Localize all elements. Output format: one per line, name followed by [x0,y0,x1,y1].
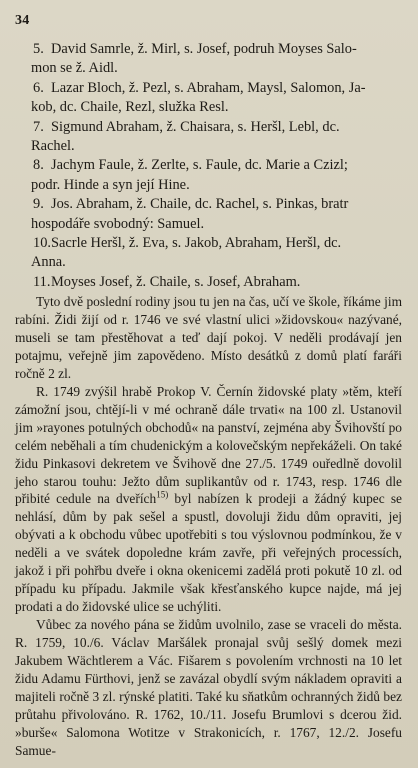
list-item [0,118,418,157]
entry-text: Lazar Bloch, ž. Pezl, s. Abraham, Maysl, Salomon, Ja- [51,79,366,96]
list-item [0,195,418,234]
household-list [0,40,418,292]
paragraph [0,383,418,616]
list-item [0,156,418,195]
entry-text: Jachym Faule, ž. Zerlte, s. Faule, dc. Marie a Czizl; [51,157,348,174]
list-item [0,79,418,118]
paragraph-text: R. 1749 zvýšil hrabě Prokop V. Černín židovské platy »těm, kteří zámožní jsou, chtějí-li v mé ochraně dále trvati« na 100 zl. Ustanovil jim »rayones potulných obchodů« na panství, zejména aby Švihovští po celém neběhali a tím chudenickým a kolovečským nepřekáželi. On také židu Pinkasovi dekretem ve Švihově dne 27./5. 1749 ouředlně dovolil jeho starou touhu: Ježto dům suplikantův od r. 1743, resp. 1746 dle přibité cedule na dveřích [15,383,402,507]
entry-continuation: Anna. [31,254,66,271]
page-number: 34 [15,13,30,28]
list-item [0,40,418,79]
footnote-marker: 15) [156,490,169,501]
entry-number: 9. [33,196,44,213]
entry-continuation: kob, dc. Chaile, Rezl, služka Resl. [31,99,229,116]
entry-number: 6. [33,79,44,96]
entry-number: 8. [33,157,44,174]
entry-number: 11. [33,273,51,290]
body-text [0,293,418,760]
paragraph: Tyto dvě poslední rodiny jsou tu jen na čas, učí ve škole, říkáme jim rabíni. Židi žijí od r. 1746 ve své vlastní ulici »židovskou« nazývané, museli se tam přestěhovat a teď dají pokoj. V neděli prodávají jen potajmu, veřejně jim zapovědeno. Místo desátků z domů platí faráři ročně 2 zl. [15,294,402,381]
paragraph-text: byl nabízen k prodeji a žádný kupec se nehlásí, dům by pak sešel a spustl, dovoluji židu dům opraviti, jej obývati a k obchodu vůbec upotřebiti s tou výslovnou podmínkou, že v neděli a ve svátek dopoledne krám zavře, při veřejných processích, jakož i při pohřbu dveře i okna okenicemi zadělá proti pokutě 10 zl. od případu ku případu. Jakmile však křesťanského kupce najde, má jej prodati a do židovské ulice se uchýliti. [15,491,402,615]
entry-text: Jos. Abraham, ž. Chaile, dc. Rachel, s. Pinkas, bratr [51,196,349,213]
list-item [0,234,418,273]
paragraph: Vůbec za nového pána se židům uvolnilo, zase se vraceli do města. R. 1759, 10./6. Václav Maršálek pronajal svůj sešlý domek mezi Jakubem Wächtlerem a Vác. Fišarem s povolením vrchnosti na 10 let židu Adamu Fürthovi, jenž se zavázal obydlí svým nákladem opraviti a majiteli ročně 3 zl. rýnské platiti. Také ku sňatkům ochranných židů bez průtahu přivolováno. R. 1762, 10./11. Josefu Brumlovi s dcerou žid. »burše« Salomona Wotitze v Strakonicích, r. 1767, 12./2. Josefu Samue- [15,617,402,758]
entry-continuation: hospodáře svobodný: Samuel. [31,215,205,232]
entry-text: David Samrle, ž. Mirl, s. Josef, podruh Moyses Salo- [51,41,357,57]
entry-continuation: mon se ž. Aidl. [31,60,118,77]
entry-continuation: podr. Hinde a syn její Hine. [31,176,190,193]
entry-number: 5. [33,41,44,57]
entry-number: 10. [33,235,51,252]
entry-continuation: Rachel. [31,138,75,155]
list-item [0,273,418,292]
entry-text: Sigmund Abraham, ž. Chaisara, s. Heršl, Lebl, dc. [51,118,340,135]
entry-text: Moyses Josef, ž. Chaile, s. Josef, Abraham. [51,273,301,290]
entry-text: Sacrle Heršl, ž. Eva, s. Jakob, Abraham, Heršl, dc. [51,235,342,252]
entry-number: 7. [33,118,44,135]
